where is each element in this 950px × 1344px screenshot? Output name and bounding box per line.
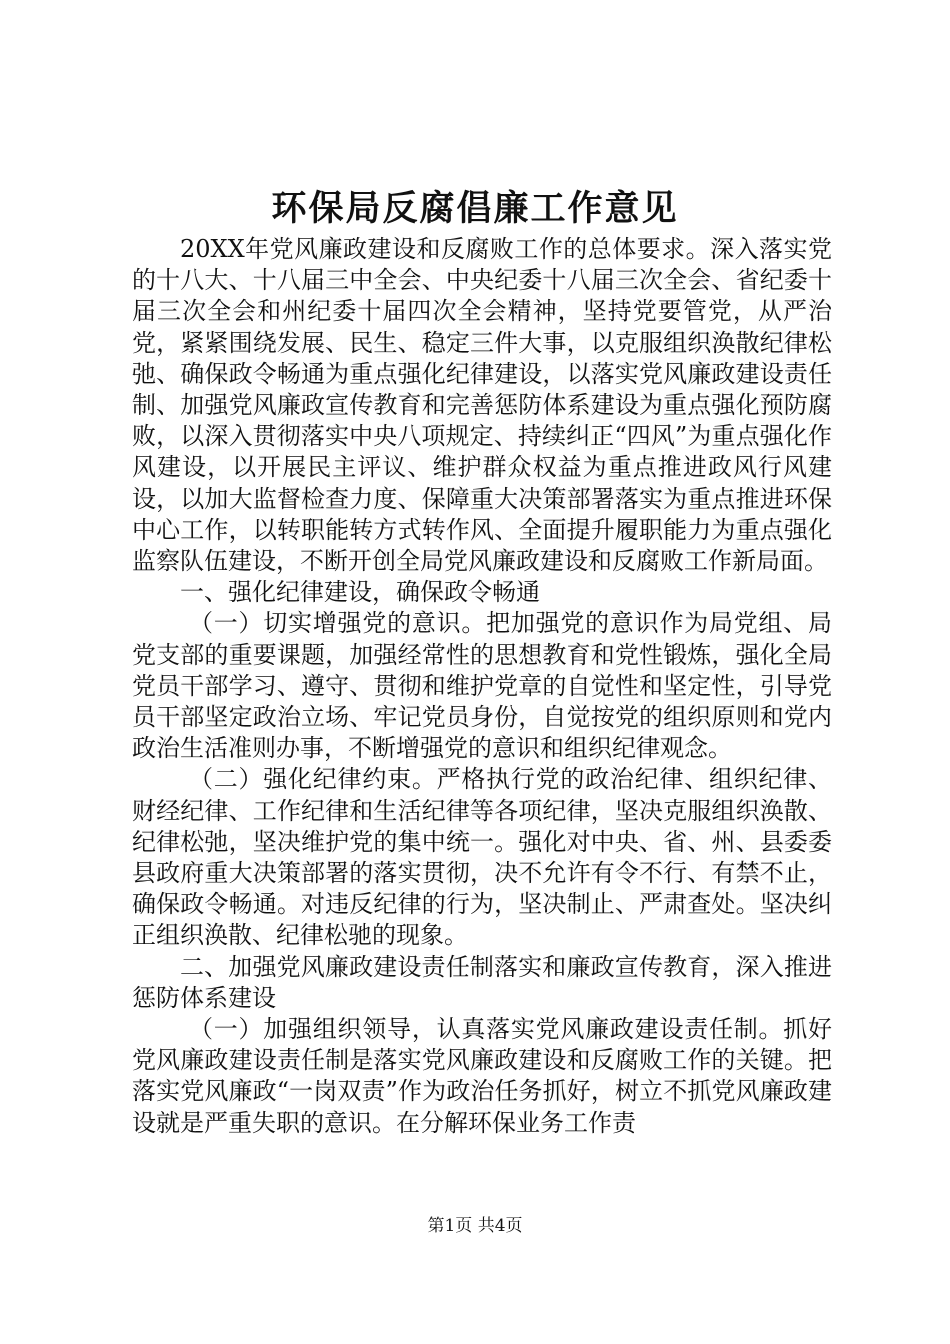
subsection-2-1: （一）加强组织领导，认真落实党风廉政建设责任制。抓好党风廉政建设责任制是落实党风廉政建设和反腐败工作的关键。把落实党风廉政“一岗双责”作为政治任务抓好，树立不抓党风廉政建设就是严重失职的意识。在分解环保业务工作责: [132, 1015, 832, 1137]
page-footer: 第1页 共4页: [427, 1216, 523, 1236]
document-body: [132, 234, 832, 1139]
intro-paragraph: 20XX年党风廉政建设和反腐败工作的总体要求。深入落实党的十八大、十八届三中全会、中央纪委十八届三次全会、省纪委十届三次全会和州纪委十届四次全会精神，坚持党要管党，从严治党，紧紧围绕发展、民生、稳定三件大事，以克服组织涣散纪律松弛、确保政令畅通为重点强化纪律建设，以落实党风廉政建设责任制、加强党风廉政宣传教育和完善惩防体系建设为重点强化预防腐败，以深入贯彻落实中央八项规定、持续纠正“四风”为重点强化作风建设，以开展民主评议、维护群众权益为重点推进政风行风建设，以加大监督检查力度、保障重大决策部署落实为重点推进环保中心工作，以转职能转方式转作风、全面提升履职能力为重点强化监察队伍建设，不断开创全局党风廉政建设和反腐败工作新局面。: [132, 235, 832, 576]
section-heading-2: 二、加强党风廉政建设责任制落实和廉政宣传教育，深入推进惩防体系建设: [132, 952, 832, 1012]
document-title: 环保局反腐倡廉工作意见: [271, 188, 679, 229]
section-heading-1: 一、强化纪律建设，确保政令畅通: [180, 578, 540, 607]
subsection-1-1: （一）切实增强党的意识。把加强党的意识作为局党组、局党支部的重要课题，加强经常性的思想教育和党性锻炼，强化全局党员干部学习、遵守、贯彻和维护党章的自觉性和坚定性，引导党员干部坚定政治立场、牢记党员身份，自觉按党的组织原则和党内政治生活准则办事，不断增强党的意识和组织纪律观念。: [132, 609, 832, 763]
subsection-1-2: （二）强化纪律约束。严格执行党的政治纪律、组织纪律、财经纪律、工作纪律和生活纪律等各项纪律，坚决克服组织涣散、纪律松弛，坚决维护党的集中统一。强化对中央、省、州、县委委县政府重大决策部署的落实贯彻，决不允许有令不行、有禁不止，确保政令畅通。对违反纪律的行为，坚决制止、严肃查处。坚决纠正组织涣散、纪律松驰的现象。: [132, 765, 832, 950]
